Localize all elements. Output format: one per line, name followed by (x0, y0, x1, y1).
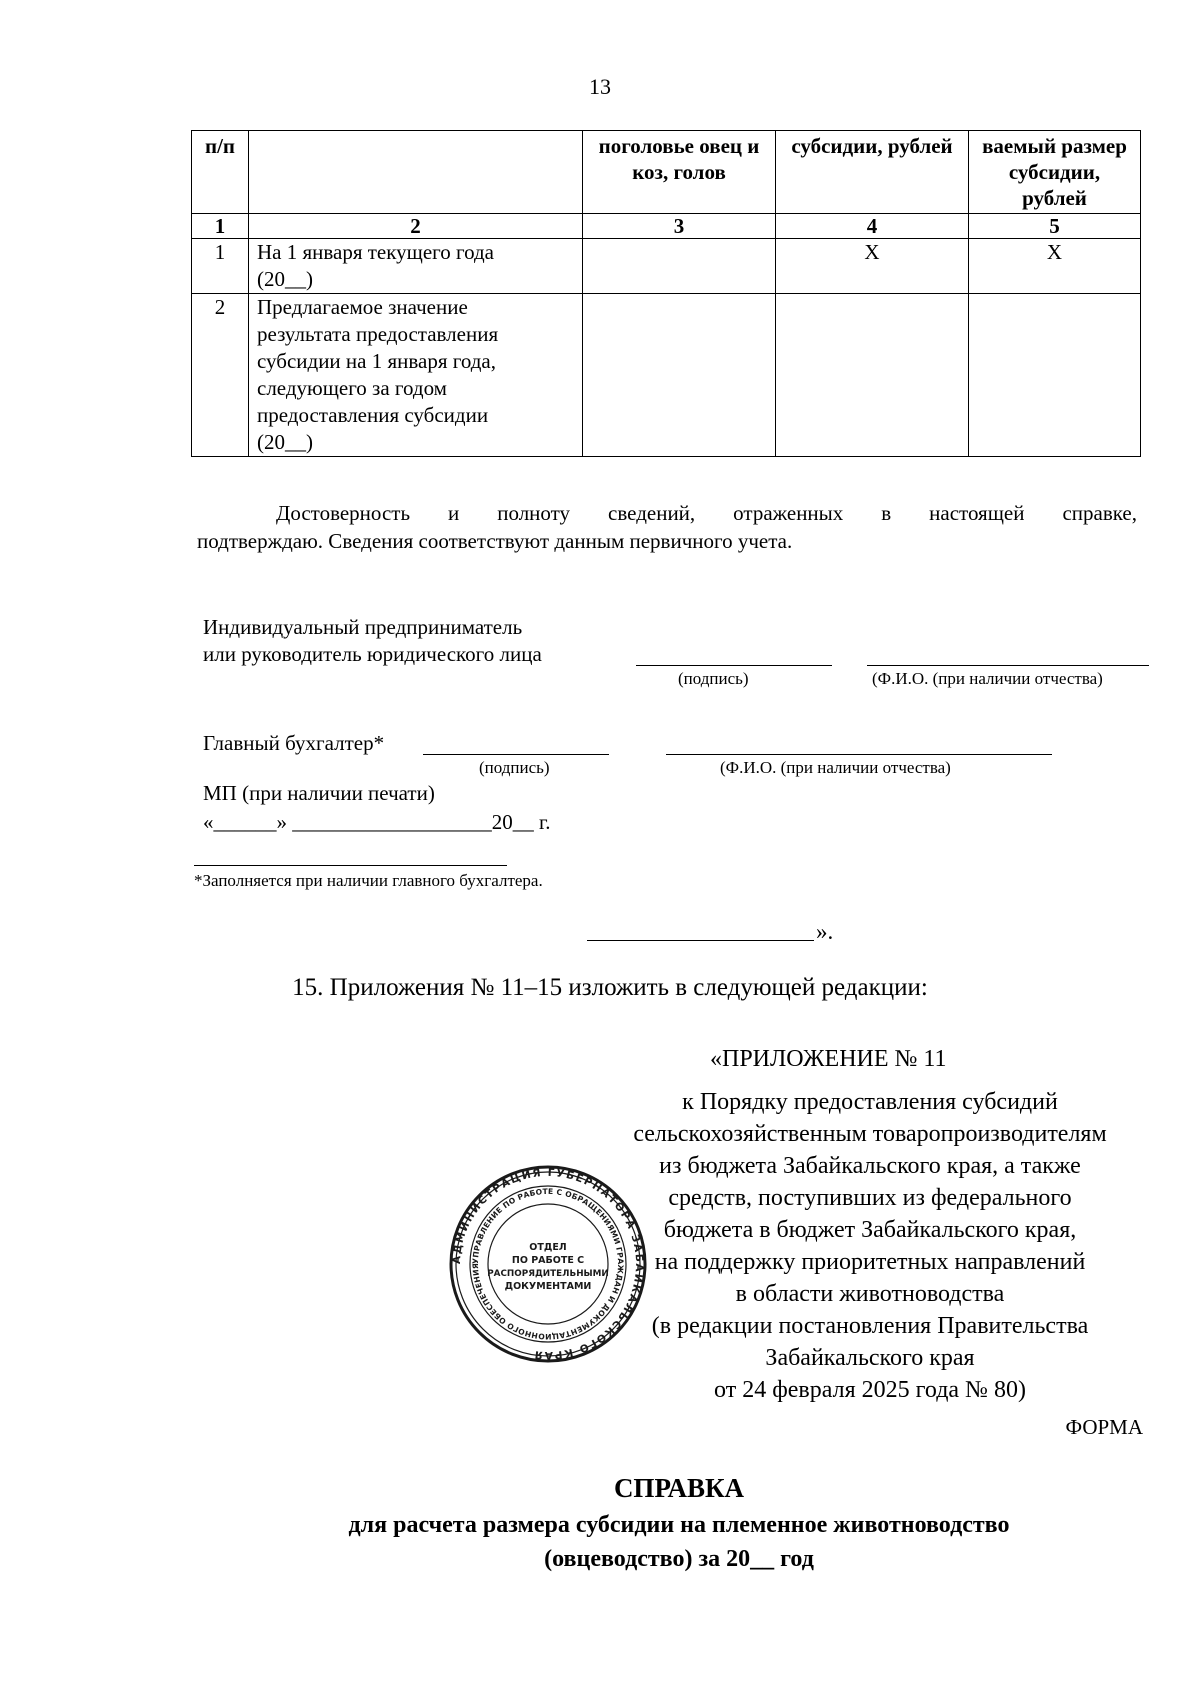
ip-label-line-2: или руководитель юридического лица (203, 642, 542, 666)
page-number: 13 (589, 74, 611, 99)
footnote-separator (194, 865, 507, 866)
row-number: 1 (192, 239, 249, 294)
confirmation-line-1: Достоверность и полноту сведений, отраженных в настоящей справке, (276, 501, 1137, 525)
accountant-signature-caption: (подпись) (479, 758, 550, 777)
confirmation-line-2: подтверждаю. Сведения соответствуют данным первичного учета. (197, 529, 793, 553)
header-cell: субсидии, рублей (776, 131, 969, 214)
appendix-line: сельскохозяйственным товаропроизводителям (633, 1121, 1107, 1147)
header-cell: поголовье овец и коз, голов (583, 131, 776, 214)
row-description-line: следующего за годом (257, 376, 447, 400)
table-cell (583, 239, 776, 294)
table-cell (583, 294, 776, 457)
row-description-line: предоставления субсидии (257, 403, 489, 427)
row-description-line: (20__) (257, 267, 313, 291)
stamp-label: МП (при наличии печати) (203, 781, 435, 805)
accountant-label: Главный бухгалтер* (203, 731, 385, 755)
appendix-line: в области животноводства (735, 1281, 1005, 1307)
table-cell: X (776, 239, 969, 294)
subsidy-table (191, 130, 1141, 457)
appendix-lines (570, 1086, 1170, 1406)
appendix-title: «ПРИЛОЖЕНИЕ № 11 (710, 1046, 947, 1072)
appendix-line: (в редакции постановления Правительства (651, 1313, 1089, 1339)
appendix-line: бюджета в бюджет Забайкальского края, (663, 1217, 1077, 1243)
accountant-fio-line (666, 754, 1052, 755)
seal-outer-text: АДМИНИСТРАЦИЯ ГУБЕРНАТОРА ЗАБАЙКАЛЬСКОГО КРАЯ (450, 1166, 646, 1362)
document-subtitle-line-2: (овцеводство) за 20__ год (544, 1546, 814, 1572)
column-number: 4 (776, 214, 969, 239)
seal-center-line: ОТДЕЛ (529, 1242, 567, 1253)
seal-center-line: ПО РАБОТЕ С (511, 1255, 585, 1266)
row-description (249, 239, 583, 294)
row-description (249, 294, 583, 457)
table-cell: X (969, 239, 1141, 294)
seal-center-line: РАСПОРЯДИТЕЛЬНЫМИ (487, 1269, 609, 1279)
closing-mark: ». (816, 919, 834, 944)
item-15-text: 15. Приложения № 11–15 изложить в следующей редакции: (292, 974, 928, 1001)
table-cell (776, 294, 969, 457)
row-description-line: Предлагаемое значение (257, 295, 468, 319)
column-number: 3 (583, 214, 776, 239)
ip-signature-caption: (подпись) (678, 669, 749, 688)
table-row (192, 239, 1141, 294)
row-description-line: (20__) (257, 430, 313, 454)
row-description-line: результата предоставления (257, 322, 499, 346)
ip-fio-caption: (Ф.И.О. (при наличии отчества) (872, 669, 1103, 688)
accountant-signature-line (423, 754, 609, 755)
table-cell (969, 294, 1141, 457)
seal-center-line: ДОКУМЕНТАМИ (504, 1281, 592, 1292)
header-cell: п/п (192, 131, 249, 214)
appendix-line: из бюджета Забайкальского края, а также (659, 1153, 1081, 1179)
footnote: *Заполняется при наличии главного бухгалтера. (194, 871, 543, 890)
table-header-row (192, 131, 1141, 214)
header-cell: ваемый размер субсидии, рублей (969, 131, 1141, 214)
row-description-line: На 1 января текущего года (257, 240, 494, 264)
closing-line (587, 940, 814, 941)
date-line: «______» ___________________20__ г. (203, 810, 551, 834)
table-row (192, 294, 1141, 457)
appendix-line: от 24 февраля 2025 года № 80) (714, 1377, 1026, 1403)
form-label: ФОРМА (1065, 1415, 1143, 1439)
ip-label-line-1: Индивидуальный предприниматель (203, 615, 523, 639)
column-number: 1 (192, 214, 249, 239)
ip-signature-line (636, 665, 832, 666)
appendix-line: к Порядку предоставления субсидий (682, 1089, 1058, 1115)
official-seal (448, 1164, 648, 1364)
appendix-line: Забайкальского края (765, 1345, 975, 1371)
document-title: СПРАВКА (613, 1473, 745, 1503)
column-number-row (192, 214, 1141, 239)
ip-fio-line (867, 665, 1149, 666)
appendix-line: средств, поступивших из федерального (668, 1185, 1072, 1211)
column-number: 5 (969, 214, 1141, 239)
appendix-line: на поддержку приоритетных направлений (654, 1249, 1086, 1275)
column-number: 2 (249, 214, 583, 239)
header-cell (249, 131, 583, 214)
document-subtitle-line-1: для расчета размера субсидии на племенное животноводство (348, 1512, 1010, 1538)
accountant-fio-caption: (Ф.И.О. (при наличии отчества) (720, 758, 951, 777)
row-number: 2 (192, 294, 249, 457)
seal-inner-text: УПРАВЛЕНИЕ ПО РАБОТЕ С ОБРАЩЕНИЯМИ ГРАЖДАН И ДОКУМЕНТАЦИОННОГО ОБЕСПЕЧЕНИЯ (470, 1186, 626, 1342)
row-description-line: субсидии на 1 января года, (257, 349, 496, 373)
